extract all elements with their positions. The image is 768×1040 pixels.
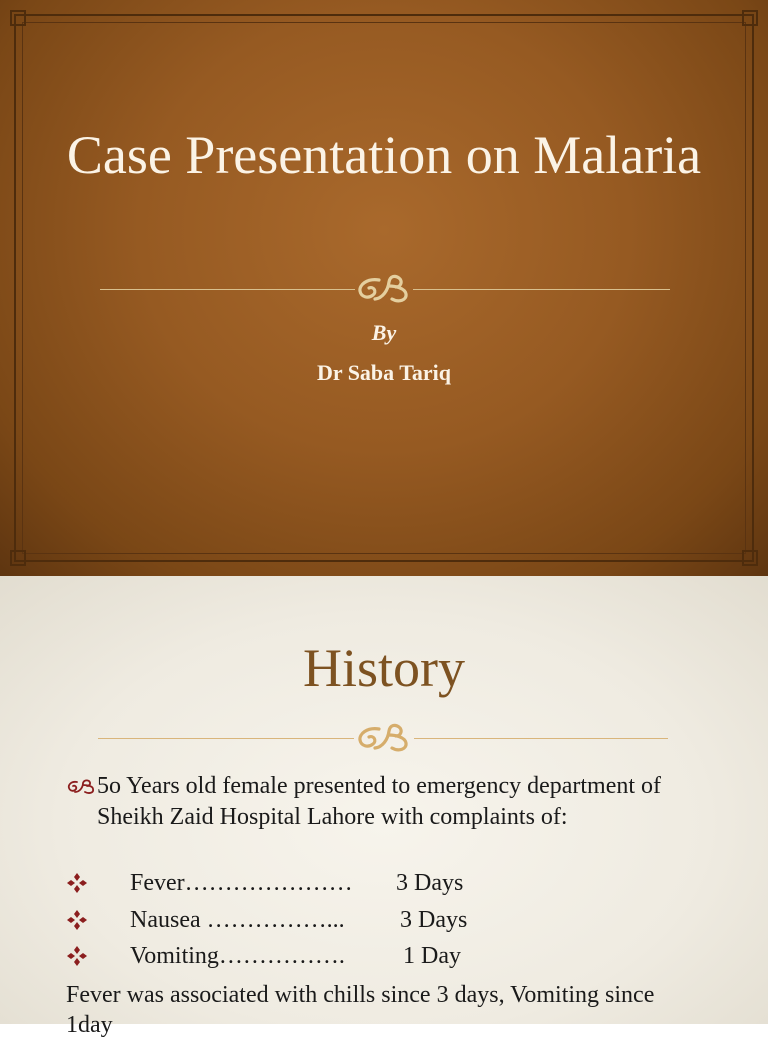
symptom-name: Nausea ……………... <box>130 907 345 933</box>
diamond-bullet-icon <box>66 872 88 894</box>
corner-ornament-icon <box>10 10 26 26</box>
symptom-duration: 3 Days <box>400 907 468 933</box>
by-label: By <box>371 320 397 345</box>
scroll-ornament-icon <box>354 721 414 755</box>
heading-divider-left <box>98 738 354 739</box>
corner-ornament-icon <box>742 10 758 26</box>
title-divider-left <box>100 289 355 290</box>
slide-title: Case Presentation on Malaria <box>66 125 702 185</box>
history-intro: 5o Years old female presented to emergency department of Sheikh Zaid Hospital Lahore with complaints of: <box>97 773 662 830</box>
scroll-ornament-icon <box>355 272 413 306</box>
corner-ornament-icon <box>10 550 26 566</box>
corner-ornament-icon <box>742 550 758 566</box>
history-paragraph: Fever was associated with chills since 3 days, Vomiting since 1day <box>66 982 655 1038</box>
symptom-item <box>0 866 768 900</box>
symptom-name: Vomiting……………. <box>130 943 345 969</box>
symptom-item <box>0 903 768 937</box>
diamond-bullet-icon <box>66 945 88 967</box>
scroll-bullet-icon <box>66 777 96 797</box>
heading-divider-right <box>414 738 668 739</box>
author-name: Dr Saba Tariq <box>316 360 452 385</box>
symptom-duration: 3 Days <box>396 870 464 896</box>
history-slide <box>0 576 768 1038</box>
symptom-item <box>0 939 768 973</box>
diamond-bullet-icon <box>66 909 88 931</box>
symptom-duration: 1 Day <box>403 943 461 969</box>
slide-heading: History <box>303 638 465 698</box>
title-divider-right <box>413 289 670 290</box>
symptom-name: Fever………………… <box>130 870 353 896</box>
